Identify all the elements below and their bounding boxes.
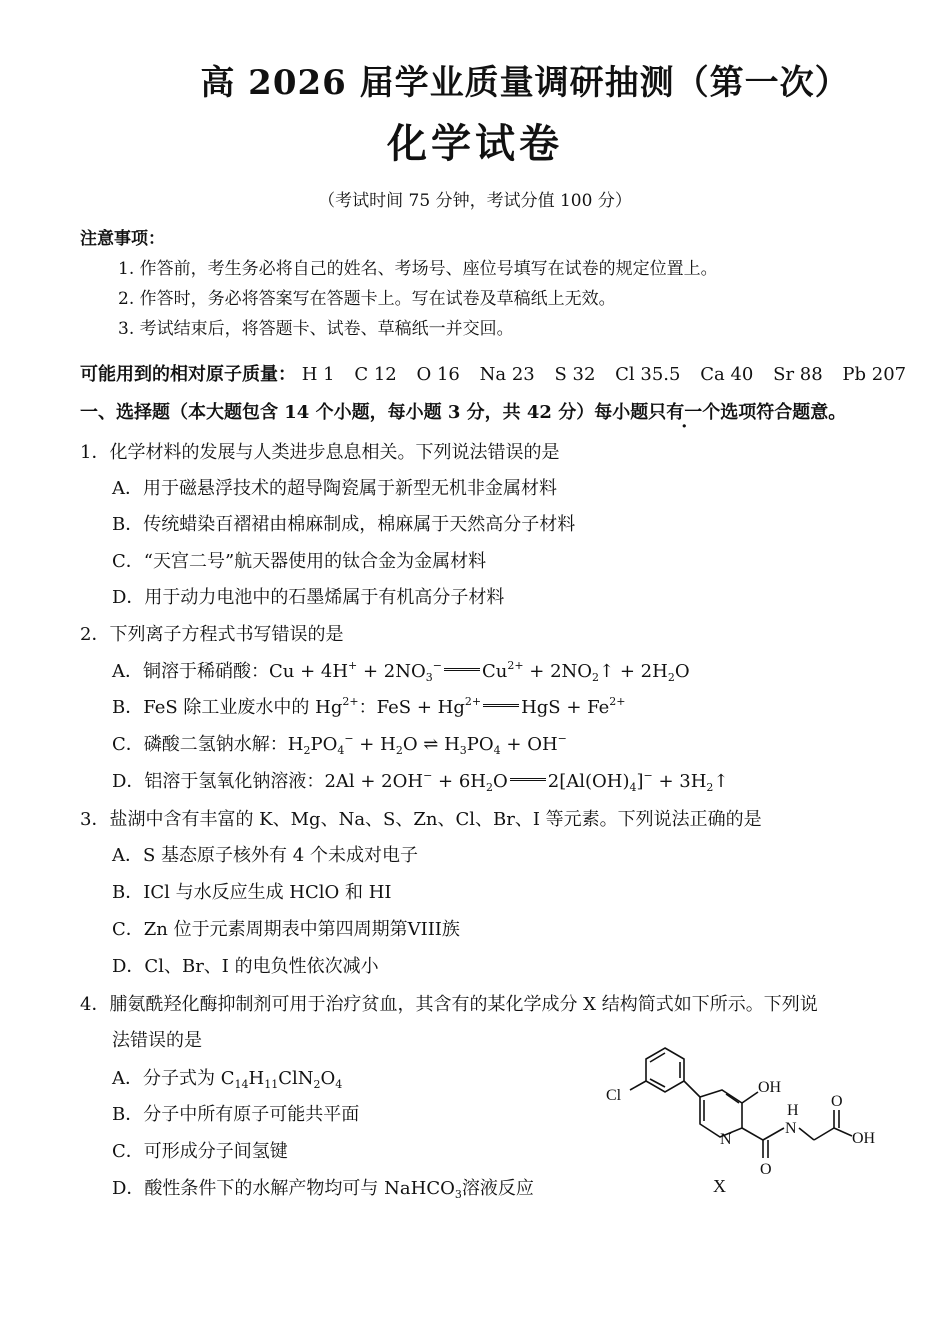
atomic-masses-label: 可能用到的相对原子质量：	[80, 364, 296, 385]
q2-a-label: A．铜溶于稀硝酸：	[112, 661, 269, 682]
mass-s: S 32	[554, 364, 596, 385]
q1-option-d: D．用于动力电池中的石墨烯属于有机高分子材料	[112, 587, 505, 608]
q2-option-b: B．FeS 除工业废水中的 $Hg^{2+}$：FeS + $Hg^{2+}$ HgS + $Fe^{2+}$	[112, 695, 626, 718]
ch2-bond	[799, 1128, 814, 1140]
q4-stem-line2: 法错误的是	[112, 1030, 202, 1051]
atom-oh-acid: OH	[852, 1130, 876, 1147]
q1-stem: 1．化学材料的发展与人类进步息息相关。下列说法错误的是	[80, 442, 560, 463]
q1-option-b: B．传统蜡染百褶裙由棉麻制成，棉麻属于天然高分子材料	[112, 514, 576, 535]
amide-n-bond	[763, 1128, 784, 1140]
molecule-atoms	[606, 1079, 876, 1196]
exam-info: （考试时间 75 分钟，考试分值 100 分）	[318, 191, 632, 211]
benzene-ring	[646, 1048, 684, 1092]
q4-option-a: A．分子式为 $C_{14}H_{11}ClN_2O_4$	[112, 1068, 343, 1091]
q4-d-label: D．酸性条件下的水解产物均可与 NaHCO	[112, 1178, 455, 1199]
molecule-x-structure	[600, 1040, 890, 1200]
benzene-double-bond	[650, 1079, 665, 1087]
atom-cl: Cl	[606, 1087, 622, 1104]
q4-a-label: A．分子式为	[112, 1068, 221, 1089]
pyridine-double-bond	[726, 1094, 739, 1103]
mass-ca: Ca 40	[700, 364, 754, 385]
notice-heading: 注意事项：	[80, 229, 165, 249]
mass-c: C 12	[354, 364, 397, 385]
atom-n-amide: N	[785, 1120, 797, 1137]
q2-c-label: C．磷酸二氢钠水解：	[112, 734, 288, 755]
q1-option-c: C．“天宫二号”航天器使用的钛合金为金属材料	[112, 551, 487, 572]
atom-h-amide: H	[787, 1102, 799, 1119]
mass-h: H 1	[301, 364, 335, 385]
section-1-text: 一、选择题（本大题包含 14 个小题，每小题 3 分，共 42 分）每小题	[80, 402, 649, 423]
amide-bond	[742, 1128, 763, 1140]
molecule-bonds	[630, 1048, 852, 1158]
q4-option-b: B．分子中所有原子可能共平面	[112, 1104, 360, 1125]
q2-stem: 2．下列离子方程式书写错误的是	[80, 624, 344, 645]
atom-n-ring: N	[720, 1131, 732, 1148]
mass-o: O 16	[416, 364, 460, 385]
atomic-masses	[80, 360, 920, 386]
q2-b-label: B．FeS 除工业废水中的 Hg	[112, 697, 343, 718]
section-1-heading	[80, 398, 846, 424]
mass-pb: Pb 207	[842, 364, 907, 385]
mass-na: Na 23	[479, 364, 535, 385]
q2-d-label: D．铝溶于氢氧化钠溶液：	[112, 771, 325, 792]
q4-option-c: C．可形成分子间氢键	[112, 1141, 288, 1162]
q2-option-d: D．铝溶于氢氧化钠溶液：$2Al + 2OH^- + 6H_2O$ $2[Al(OH)_4]^-$ + $3H_2↑$	[112, 769, 729, 794]
oh-bond	[742, 1092, 758, 1103]
atom-o-amide: O	[760, 1161, 772, 1178]
atom-o-acid: O	[831, 1093, 843, 1110]
atom-oh-ring: OH	[758, 1079, 782, 1096]
notice-item-3: 3. 考试结束后，将答题卡、试卷、草稿纸一并交回。	[118, 319, 514, 339]
q4-option-d: D．酸性条件下的水解产物均可与 NaHCO$_3$溶液反应	[112, 1178, 534, 1201]
q4-stem-line1: 4．脯氨酰羟化酶抑制剂可用于治疗贫血，其含有的某化学成分 X 结构简式如下所示。下列说	[80, 994, 818, 1015]
mass-sr: Sr 88	[773, 364, 823, 385]
biaryl-bond	[684, 1081, 700, 1097]
notice-item-2: 2. 作答时，务必将答案写在答题卡上。写在试卷及草稿纸上无效。	[118, 289, 616, 309]
q4-d-tail: 溶液反应	[461, 1178, 534, 1199]
cl-bond	[630, 1081, 646, 1090]
q3-option-c: C．Zn 位于元素周期表中第四周期第VIII族	[112, 919, 460, 940]
exam-title: 高 2026 届学业质量调研抽测（第一次）	[200, 63, 850, 103]
q2-option-c: C．磷酸二氢钠水解：$H_2PO_4^- + H_2O$ ⇌ $H_3PO_4 + OH^-$	[112, 732, 567, 757]
q2-option-a: A．铜溶于稀硝酸：$Cu + 4H^+ + 2NO_3^-$ $Cu^{2+}$ + $2NO_2↑ + 2H_2O$	[112, 659, 690, 684]
section-1-emphasis: 只有一个	[648, 402, 721, 423]
subject-title: 化学试卷	[387, 120, 563, 167]
molecule-label: X	[713, 1176, 726, 1196]
q3-option-d: D．Cl、Br、I 的电负性依次减小	[112, 956, 379, 977]
pyridine-ring	[700, 1090, 742, 1137]
acid-oh-bond	[834, 1128, 852, 1136]
notice-item-1: 1. 作答前，考生务必将自己的姓名、考场号、座位号填写在试卷的规定位置上。	[118, 259, 718, 279]
mass-cl: Cl 35.5	[615, 364, 681, 385]
q1-option-a: A．用于磁悬浮技术的超导陶瓷属于新型无机非金属材料	[112, 478, 557, 499]
acid-bond	[814, 1128, 834, 1140]
benzene-double-bond	[650, 1053, 665, 1062]
section-1-tail: 选项符合题意。	[720, 402, 847, 423]
q3-stem: 3．盐湖中含有丰富的 K、Mg、Na、S、Zn、Cl、Br、I 等元素。下列说法正确的是	[80, 809, 762, 830]
q3-option-b: B．ICl 与水反应生成 HClO 和 HI	[112, 882, 392, 903]
q3-option-a: A．S 基态原子核外有 4 个未成对电子	[112, 845, 418, 866]
